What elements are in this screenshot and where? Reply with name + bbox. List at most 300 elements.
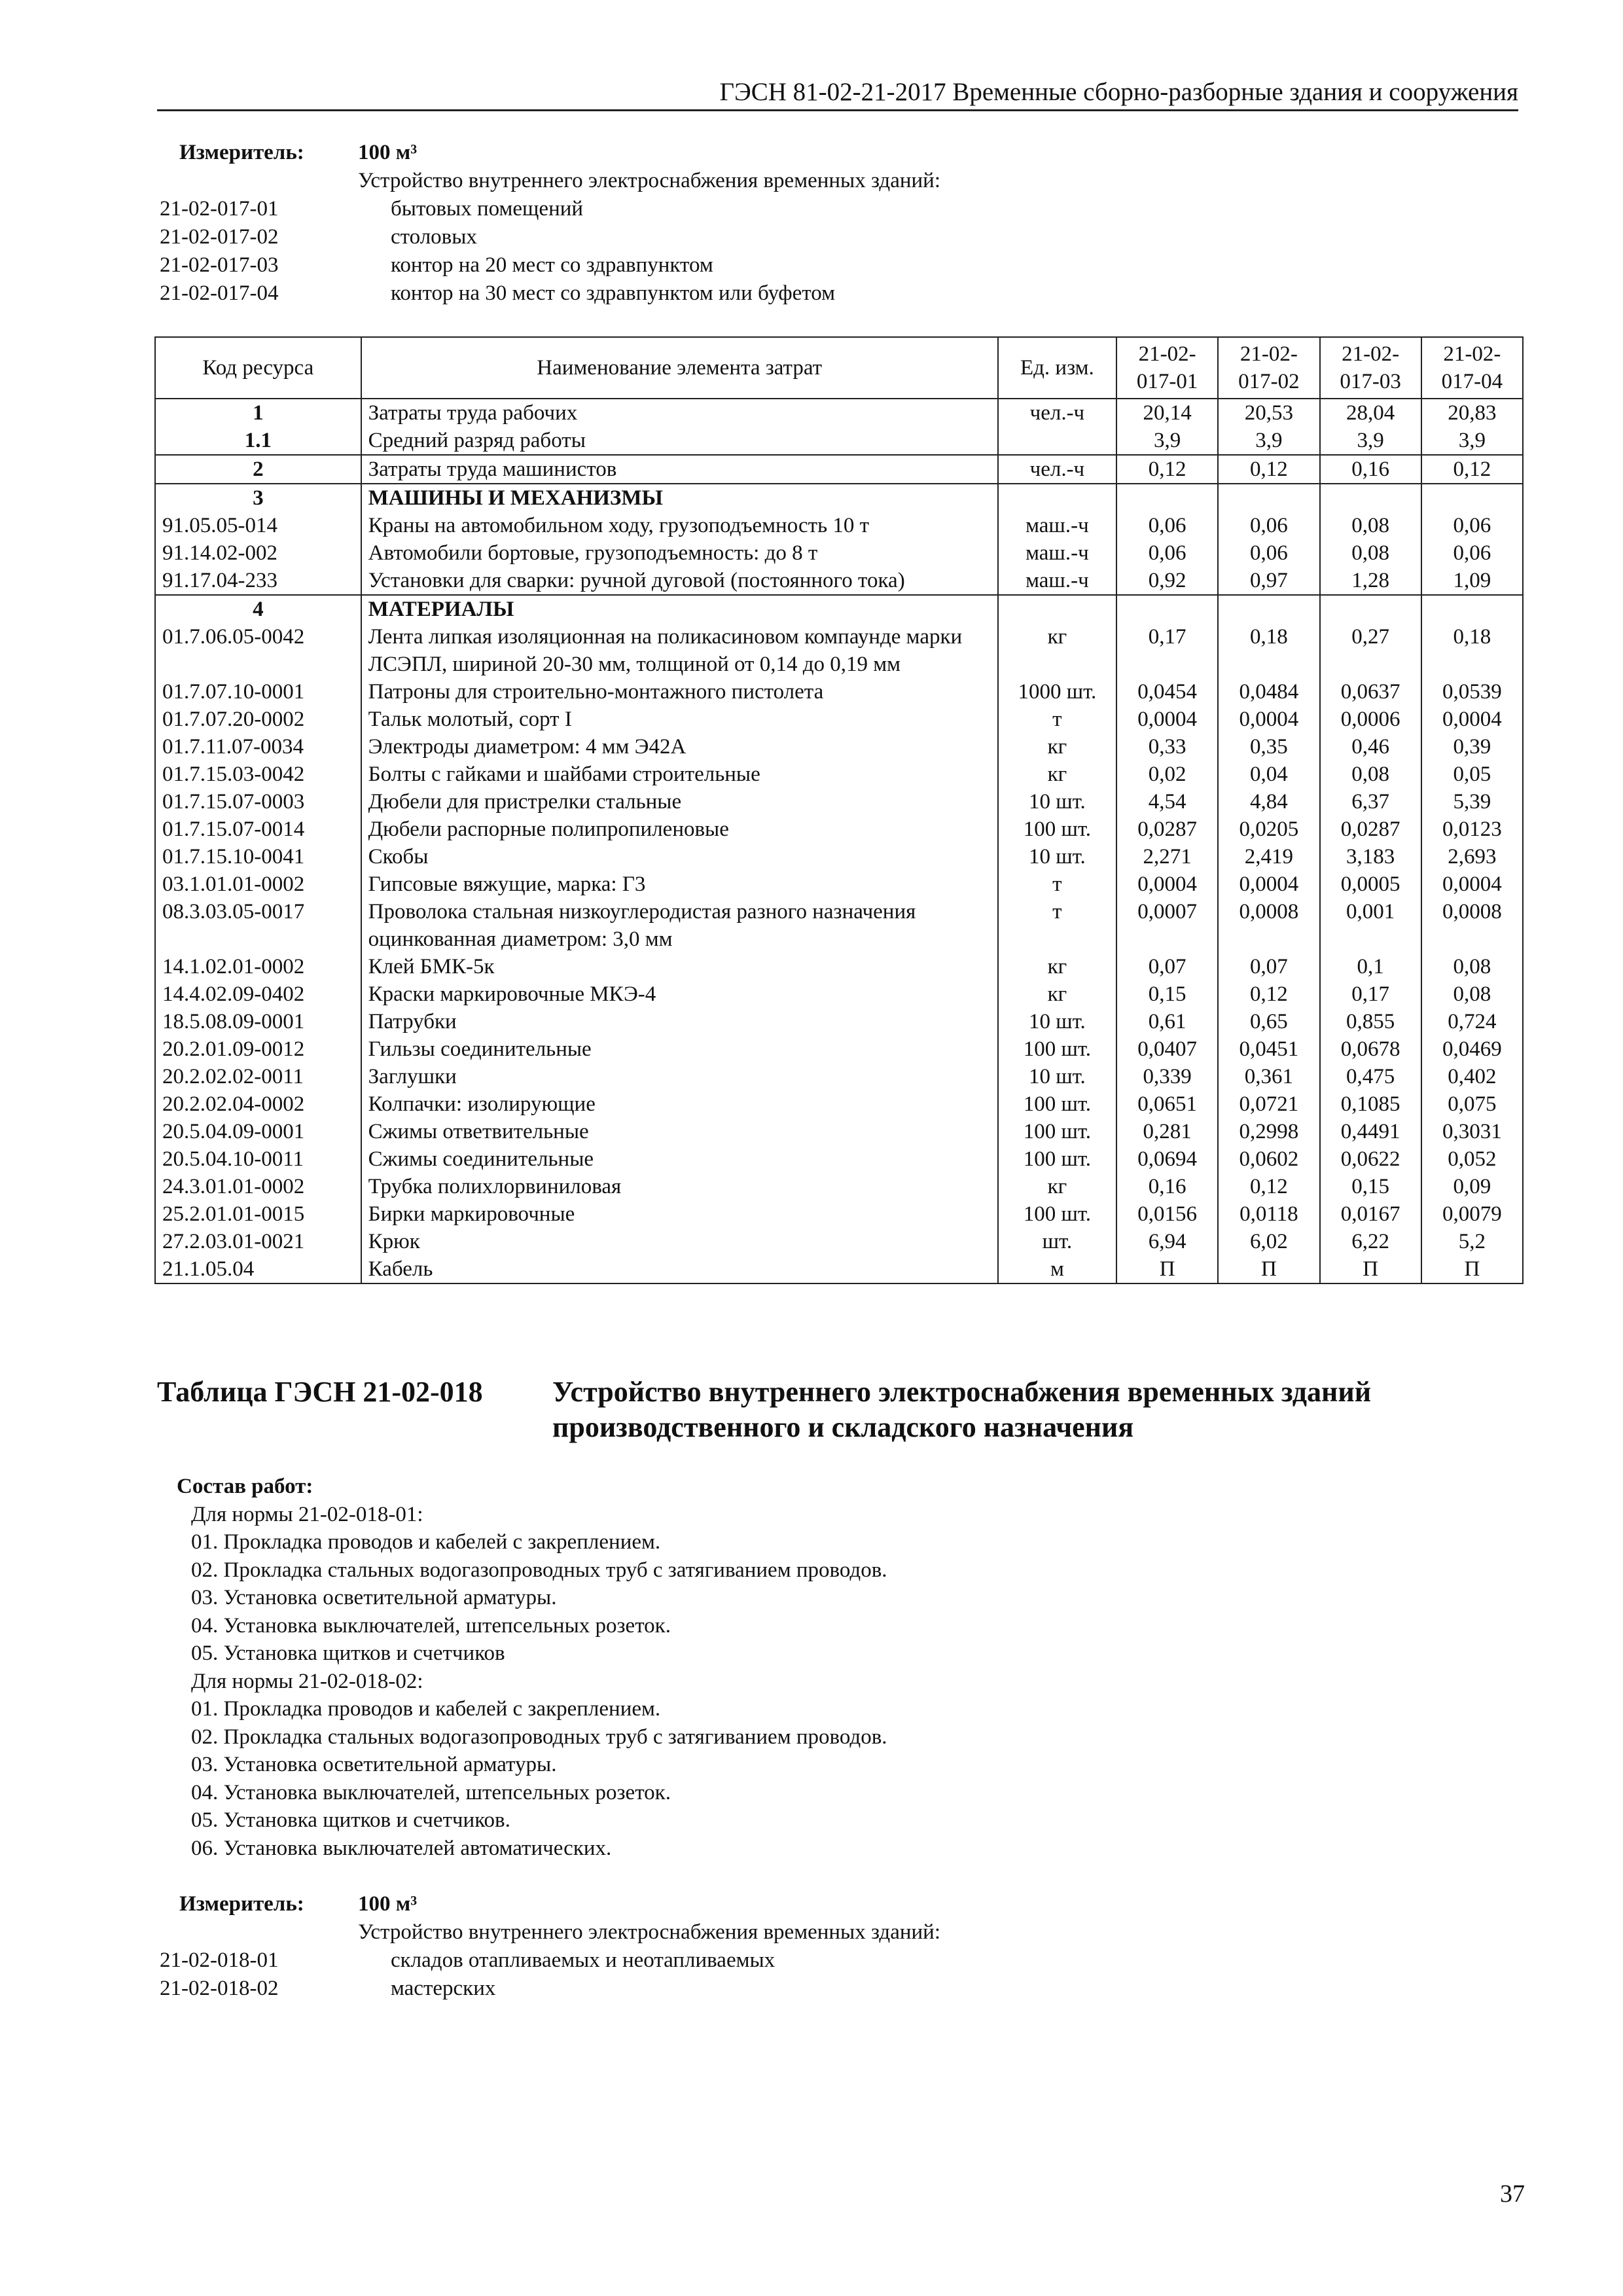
norm-value: 0,0005 <box>1320 870 1421 898</box>
norm-code: 21-02-017-02 <box>160 225 279 249</box>
resource-code: 14.1.02.01-0002 <box>155 953 361 980</box>
table-row <box>155 980 1523 1008</box>
norm-value: 3,9 <box>1218 427 1319 455</box>
resource-code: 91.17.04-233 <box>155 567 361 595</box>
resource-name: Скобы <box>361 843 998 870</box>
spacer <box>160 167 358 195</box>
resource-unit: 10 шт. <box>998 788 1116 816</box>
composition-step: 03. Установка осветительной арматуры. <box>191 1586 557 1609</box>
table-row <box>155 455 1523 484</box>
resource-code: 01.7.15.07-0003 <box>155 788 361 816</box>
norm-value: 0,06 <box>1218 512 1319 539</box>
composition-step: 05. Установка щитков и счетчиков. <box>191 1808 510 1832</box>
resource-name: Краны на автомобильном ходу, грузоподъемность 10 т <box>361 512 998 539</box>
norm-value: 0,17 <box>1116 623 1218 678</box>
resource-unit: кг <box>998 761 1116 788</box>
table-2-title <box>552 1374 1371 1445</box>
resource-name: Патрубки <box>361 1008 998 1035</box>
spacer <box>160 1918 358 1946</box>
resource-name: Электроды диаметром: 4 мм Э42А <box>361 733 998 761</box>
table-row <box>155 595 1523 623</box>
table-row <box>155 761 1523 788</box>
norm-value: 0,09 <box>1421 1173 1523 1200</box>
table-row <box>155 953 1523 980</box>
norm-value: 2,419 <box>1218 843 1319 870</box>
norm-value: 0,16 <box>1320 455 1421 484</box>
resource-code: 21.1.05.04 <box>155 1255 361 1283</box>
resource-name: Сжимы ответвительные <box>361 1118 998 1145</box>
resource-unit: 100 шт. <box>998 1090 1116 1118</box>
norm-value <box>1421 595 1523 623</box>
table-row <box>155 706 1523 733</box>
norm-value: 0,0006 <box>1320 706 1421 733</box>
resource-unit: кг <box>998 1173 1116 1200</box>
resource-code: 27.2.03.01-0021 <box>155 1228 361 1255</box>
resource-name: Крюк <box>361 1228 998 1255</box>
norm-value: 0,0287 <box>1320 816 1421 843</box>
norm-value: 0,46 <box>1320 733 1421 761</box>
norm-value: 0,0004 <box>1218 706 1319 733</box>
norm-code: 21-02-017-03 <box>160 253 279 277</box>
table-row <box>155 843 1523 870</box>
page-number: 37 <box>1500 2180 1525 2208</box>
norm-value: 2,271 <box>1116 843 1218 870</box>
composition-step: 04. Установка выключателей, штепсельных розеток. <box>191 1780 671 1804</box>
norm-value: 0,08 <box>1320 512 1421 539</box>
table-row <box>155 1008 1523 1035</box>
norm-name: контор на 20 мест со здравпунктом <box>391 253 713 277</box>
norm-name: бытовых помещений <box>391 197 584 221</box>
norm-value: 0,0004 <box>1116 870 1218 898</box>
resource-unit: кг <box>998 953 1116 980</box>
resource-unit: кг <box>998 623 1116 678</box>
resource-unit: кг <box>998 733 1116 761</box>
norm-value: 0,855 <box>1320 1008 1421 1035</box>
resource-unit <box>998 427 1116 455</box>
norm-value: 3,9 <box>1320 427 1421 455</box>
norm-code: 21-02-018-02 <box>160 1977 279 2000</box>
norm-value: 0,06 <box>1116 539 1218 567</box>
norm-value: 0,0602 <box>1218 1145 1319 1173</box>
norm-code: 21-02-017-04 <box>160 281 279 305</box>
norm-value: 0,12 <box>1218 455 1319 484</box>
norm-value: 0,3031 <box>1421 1118 1523 1145</box>
table-row <box>155 1063 1523 1090</box>
resource-code: 20.2.02.02-0011 <box>155 1063 361 1090</box>
measure-row <box>160 139 940 167</box>
norm-value: П <box>1218 1255 1319 1283</box>
norm-value: 0,0287 <box>1116 816 1218 843</box>
norm-value: 0,075 <box>1421 1090 1523 1118</box>
table-row <box>155 788 1523 816</box>
norm-value: 5,2 <box>1421 1228 1523 1255</box>
col-header-norm-4: 21-02-017-04 <box>1421 337 1523 399</box>
norm-value: 0,0469 <box>1421 1035 1523 1063</box>
resource-code: 08.3.03.05-0017 <box>155 898 361 953</box>
table-row <box>155 898 1523 953</box>
resource-unit: 100 шт. <box>998 1145 1116 1173</box>
table-row <box>155 816 1523 843</box>
norm-value <box>1116 595 1218 623</box>
norm-value: 0,281 <box>1116 1118 1218 1145</box>
norm-value: 0,0407 <box>1116 1035 1218 1063</box>
composition-step: 02. Прокладка стальных водогазопроводных труб с затягиванием проводов. <box>191 1725 887 1749</box>
resource-code: 18.5.08.09-0001 <box>155 1008 361 1035</box>
measure-label: Измеритель: <box>179 1892 304 1916</box>
resource-code: 03.1.01.01-0002 <box>155 870 361 898</box>
norm-value: 0,0454 <box>1116 678 1218 706</box>
resource-name: Дюбели распорные полипропиленовые <box>361 816 998 843</box>
table-row <box>155 678 1523 706</box>
resource-unit: кг <box>998 980 1116 1008</box>
resource-name: Бирки маркировочные <box>361 1200 998 1228</box>
resource-code: 14.4.02.09-0402 <box>155 980 361 1008</box>
resource-name: Трубка полихлорвиниловая <box>361 1173 998 1200</box>
norm-value: 0,39 <box>1421 733 1523 761</box>
norm-value: 0,04 <box>1218 761 1319 788</box>
resource-name: Тальк молотый, сорт I <box>361 706 998 733</box>
norm-value: 1,28 <box>1320 567 1421 595</box>
composition-step: 01. Прокладка проводов и кабелей с закреплением. <box>191 1530 661 1554</box>
resource-code: 01.7.07.10-0001 <box>155 678 361 706</box>
resource-unit: м <box>998 1255 1116 1283</box>
norm-value: 0,61 <box>1116 1008 1218 1035</box>
table-row <box>155 1035 1523 1063</box>
measure-unit: 100 м³ <box>358 141 418 164</box>
norm-value: 0,001 <box>1320 898 1421 953</box>
resource-code: 1.1 <box>155 427 361 455</box>
composition-step: 06. Установка выключателей автоматических. <box>191 1836 612 1860</box>
resource-name: Автомобили бортовые, грузоподъемность: до 8 т <box>361 539 998 567</box>
norm-value: 0,339 <box>1116 1063 1218 1090</box>
table-2-number: Таблица ГЭСН 21-02-018 <box>157 1376 483 1408</box>
resource-code: 01.7.15.10-0041 <box>155 843 361 870</box>
resource-code: 25.2.01.01-0015 <box>155 1200 361 1228</box>
resource-unit: 1000 шт. <box>998 678 1116 706</box>
norm-value: 0,724 <box>1421 1008 1523 1035</box>
norm-value: 0,475 <box>1320 1063 1421 1090</box>
norm-value: 0,0004 <box>1116 706 1218 733</box>
measure-block-017 <box>160 139 940 308</box>
resource-name: Заглушки <box>361 1063 998 1090</box>
norm-code: 21-02-018-01 <box>160 1948 279 1972</box>
resource-code: 01.7.15.07-0014 <box>155 816 361 843</box>
norm-value: 0,97 <box>1218 567 1319 595</box>
norm-value: 0,0008 <box>1218 898 1319 953</box>
col-header-unit: Ед. изм. <box>998 337 1116 399</box>
table-2-title-line-2: производственного и складского назначения <box>552 1411 1134 1443</box>
norm-value: 0,0539 <box>1421 678 1523 706</box>
table-row <box>155 567 1523 595</box>
norm-value: 0,12 <box>1218 1173 1319 1200</box>
norm-value <box>1421 484 1523 512</box>
norm-value: 4,54 <box>1116 788 1218 816</box>
measure-desc-row <box>160 167 940 195</box>
norm-value: 0,0694 <box>1116 1145 1218 1173</box>
composition-group-title: Для нормы 21-02-018-02: <box>191 1669 423 1693</box>
norm-item <box>160 195 940 223</box>
col-header-name: Наименование элемента затрат <box>361 337 998 399</box>
table-row <box>155 1200 1523 1228</box>
norm-value: 0,33 <box>1116 733 1218 761</box>
resource-unit: 10 шт. <box>998 1063 1116 1090</box>
norm-value: 6,94 <box>1116 1228 1218 1255</box>
resource-name: Затраты труда рабочих <box>361 399 998 427</box>
resource-unit: т <box>998 898 1116 953</box>
table-row <box>155 1090 1523 1118</box>
composition-step: 03. Установка осветительной арматуры. <box>191 1753 557 1776</box>
norm-value: 0,0167 <box>1320 1200 1421 1228</box>
norm-value: 0,05 <box>1421 761 1523 788</box>
norm-value: 4,84 <box>1218 788 1319 816</box>
resource-code: 1 <box>155 399 361 427</box>
norm-value: 0,0007 <box>1116 898 1218 953</box>
norm-value: 20,83 <box>1421 399 1523 427</box>
norm-value: 0,12 <box>1116 455 1218 484</box>
norm-value: 3,183 <box>1320 843 1421 870</box>
table-row <box>155 1228 1523 1255</box>
resource-unit: шт. <box>998 1228 1116 1255</box>
norm-value: 0,0484 <box>1218 678 1319 706</box>
composition-heading: Состав работ: <box>177 1475 313 1498</box>
resource-unit <box>998 484 1116 512</box>
resource-unit: чел.-ч <box>998 455 1116 484</box>
norm-value: 0,0008 <box>1421 898 1523 953</box>
table-2-title-line-1: Устройство внутреннего электроснабжения временных зданий <box>552 1376 1372 1408</box>
resource-unit: 100 шт. <box>998 1035 1116 1063</box>
resource-unit: чел.-ч <box>998 399 1116 427</box>
table-row <box>155 539 1523 567</box>
table-row <box>155 484 1523 512</box>
norm-value <box>1218 595 1319 623</box>
resource-unit <box>998 595 1116 623</box>
norm-item <box>160 223 940 251</box>
resource-unit: маш.-ч <box>998 539 1116 567</box>
norm-value: 0,0651 <box>1116 1090 1218 1118</box>
norm-value <box>1218 484 1319 512</box>
table-row <box>155 1173 1523 1200</box>
norm-value: 0,0004 <box>1421 870 1523 898</box>
norm-value: 0,15 <box>1116 980 1218 1008</box>
norm-value: 0,18 <box>1421 623 1523 678</box>
norm-value: 0,0156 <box>1116 1200 1218 1228</box>
norm-value: 0,1085 <box>1320 1090 1421 1118</box>
measure-block-018 <box>160 1890 940 2003</box>
resource-name: Затраты труда машинистов <box>361 455 998 484</box>
col-header-norm-2: 21-02-017-02 <box>1218 337 1319 399</box>
norm-value: 0,08 <box>1320 761 1421 788</box>
norm-value: 0,052 <box>1421 1145 1523 1173</box>
resource-code: 01.7.11.07-0034 <box>155 733 361 761</box>
table-row <box>155 1118 1523 1145</box>
norm-name: контор на 30 мест со здравпунктом или буфетом <box>391 281 836 305</box>
measure-desc-row <box>160 1918 940 1946</box>
work-composition <box>177 1473 887 1862</box>
norm-item <box>160 251 940 279</box>
norm-value: 0,0079 <box>1421 1200 1523 1228</box>
norm-value: 0,92 <box>1116 567 1218 595</box>
composition-step: 01. Прокладка проводов и кабелей с закреплением. <box>191 1697 661 1721</box>
resource-code: 20.2.01.09-0012 <box>155 1035 361 1063</box>
norm-value: 0,4491 <box>1320 1118 1421 1145</box>
resource-name: МАШИНЫ И МЕХАНИЗМЫ <box>361 484 998 512</box>
norm-value: 0,08 <box>1421 953 1523 980</box>
norm-item <box>160 1975 940 2003</box>
resource-unit: маш.-ч <box>998 512 1116 539</box>
norm-item <box>160 279 940 308</box>
norm-value: 20,53 <box>1218 399 1319 427</box>
resource-name: Краски маркировочные МКЭ-4 <box>361 980 998 1008</box>
norm-value <box>1116 484 1218 512</box>
resource-name: Лента липкая изоляционная на поликасиновом компаунде марки ЛСЭПЛ, шириной 20-30 мм, толщиной от 0,14 до 0,19 мм <box>361 623 998 678</box>
resource-code: 20.2.02.04-0002 <box>155 1090 361 1118</box>
resource-unit: 10 шт. <box>998 843 1116 870</box>
norm-value: П <box>1116 1255 1218 1283</box>
resource-name: Сжимы соединительные <box>361 1145 998 1173</box>
norm-value: 0,12 <box>1421 455 1523 484</box>
norm-value <box>1320 595 1421 623</box>
resource-name: Кабель <box>361 1255 998 1283</box>
norm-value: 0,65 <box>1218 1008 1319 1035</box>
resource-name: Дюбели для пристрелки стальные <box>361 788 998 816</box>
resource-code: 01.7.15.03-0042 <box>155 761 361 788</box>
norm-value: 0,0678 <box>1320 1035 1421 1063</box>
norm-value: 0,0622 <box>1320 1145 1421 1173</box>
composition-step: 02. Прокладка стальных водогазопроводных труб с затягиванием проводов. <box>191 1558 887 1582</box>
resource-unit: 100 шт. <box>998 1118 1116 1145</box>
resource-unit: 10 шт. <box>998 1008 1116 1035</box>
norm-name: складов отапливаемых и неотапливаемых <box>391 1948 776 1972</box>
norm-value: 0,27 <box>1320 623 1421 678</box>
measure-row <box>160 1890 940 1918</box>
resource-name: Проволока стальная низкоуглеродистая разного назначения оцинкованная диаметром: 3,0 мм <box>361 898 998 953</box>
table-row <box>155 512 1523 539</box>
resource-unit: т <box>998 870 1116 898</box>
norm-value: 0,15 <box>1320 1173 1421 1200</box>
norm-value: 0,06 <box>1421 539 1523 567</box>
norm-name: столовых <box>391 225 477 249</box>
running-header: ГЭСН 81-02-21-2017 Временные сборно-разборные здания и сооружения <box>157 77 1518 111</box>
composition-group-title: Для нормы 21-02-018-01: <box>191 1502 423 1526</box>
norm-value: 6,37 <box>1320 788 1421 816</box>
norm-value: 2,693 <box>1421 843 1523 870</box>
resource-code: 20.5.04.10-0011 <box>155 1145 361 1173</box>
norm-value: 0,361 <box>1218 1063 1319 1090</box>
table-row <box>155 1145 1523 1173</box>
resource-table <box>154 336 1524 1284</box>
resource-name: Патроны для строительно-монтажного пистолета <box>361 678 998 706</box>
norm-value: 0,06 <box>1421 512 1523 539</box>
norm-value: 0,08 <box>1421 980 1523 1008</box>
table-header-row <box>155 337 1523 399</box>
resource-code: 3 <box>155 484 361 512</box>
resource-unit: маш.-ч <box>998 567 1116 595</box>
measure-unit: 100 м³ <box>358 1892 418 1916</box>
norm-value: 3,9 <box>1116 427 1218 455</box>
norm-value: 0,16 <box>1116 1173 1218 1200</box>
resource-name: Колпачки: изолирующие <box>361 1090 998 1118</box>
table-row <box>155 870 1523 898</box>
resource-name: МАТЕРИАЛЫ <box>361 595 998 623</box>
composition-step: 05. Установка щитков и счетчиков <box>191 1641 505 1665</box>
resource-name: Клей БМК-5к <box>361 953 998 980</box>
norm-value: 0,17 <box>1320 980 1421 1008</box>
resource-unit: т <box>998 706 1116 733</box>
norm-value: 20,14 <box>1116 399 1218 427</box>
resource-name: Средний разряд работы <box>361 427 998 455</box>
table-row <box>155 427 1523 455</box>
col-header-code: Код ресурса <box>155 337 361 399</box>
resource-name: Гипсовые вяжущие, марка: Г3 <box>361 870 998 898</box>
resource-code: 91.14.02-002 <box>155 539 361 567</box>
resource-name: Установки для сварки: ручной дуговой (постоянного тока) <box>361 567 998 595</box>
norm-value: 28,04 <box>1320 399 1421 427</box>
norm-value: 0,08 <box>1320 539 1421 567</box>
measure-label: Измеритель: <box>179 141 304 164</box>
norm-value: 0,1 <box>1320 953 1421 980</box>
norm-value: 5,39 <box>1421 788 1523 816</box>
table-row <box>155 623 1523 678</box>
norm-code: 21-02-017-01 <box>160 197 279 221</box>
norm-name: мастерских <box>391 1977 496 2000</box>
norm-value: 6,22 <box>1320 1228 1421 1255</box>
table-2-heading <box>157 1374 1371 1445</box>
norm-value: 0,06 <box>1218 539 1319 567</box>
norm-value: 0,0004 <box>1218 870 1319 898</box>
norm-value: 0,0205 <box>1218 816 1319 843</box>
resource-code: 01.7.07.20-0002 <box>155 706 361 733</box>
resource-name: Гильзы соединительные <box>361 1035 998 1063</box>
norm-value <box>1320 484 1421 512</box>
norm-value: 0,18 <box>1218 623 1319 678</box>
resource-name: Болты с гайками и шайбами строительные <box>361 761 998 788</box>
norm-value: 0,402 <box>1421 1063 1523 1090</box>
measure-description: Устройство внутреннего электроснабжения временных зданий: <box>358 169 940 192</box>
norm-value: 0,2998 <box>1218 1118 1319 1145</box>
table-row <box>155 733 1523 761</box>
norm-value: 0,07 <box>1218 953 1319 980</box>
norm-value: 1,09 <box>1421 567 1523 595</box>
norm-value: 0,06 <box>1116 512 1218 539</box>
norm-value: 0,0451 <box>1218 1035 1319 1063</box>
norm-value: П <box>1421 1255 1523 1283</box>
norm-value: 0,12 <box>1218 980 1319 1008</box>
norm-value: 0,0637 <box>1320 678 1421 706</box>
norm-value: 0,0004 <box>1421 706 1523 733</box>
measure-description: Устройство внутреннего электроснабжения временных зданий: <box>358 1920 940 1944</box>
table-row <box>155 1255 1523 1283</box>
table-row <box>155 399 1523 427</box>
resource-unit: 100 шт. <box>998 816 1116 843</box>
norm-value: 0,0721 <box>1218 1090 1319 1118</box>
resource-code: 20.5.04.09-0001 <box>155 1118 361 1145</box>
composition-step: 04. Установка выключателей, штепсельных розеток. <box>191 1613 671 1638</box>
col-header-norm-3: 21-02-017-03 <box>1320 337 1421 399</box>
resource-code: 91.05.05-014 <box>155 512 361 539</box>
resource-code: 2 <box>155 455 361 484</box>
resource-unit: 100 шт. <box>998 1200 1116 1228</box>
resource-code: 24.3.01.01-0002 <box>155 1173 361 1200</box>
norm-value: 0,35 <box>1218 733 1319 761</box>
norm-item <box>160 1946 940 1975</box>
col-header-norm-1: 21-02-017-01 <box>1116 337 1218 399</box>
norm-value: 3,9 <box>1421 427 1523 455</box>
resource-code: 01.7.06.05-0042 <box>155 623 361 678</box>
resource-code: 4 <box>155 595 361 623</box>
norm-value: 0,02 <box>1116 761 1218 788</box>
norm-value: 0,07 <box>1116 953 1218 980</box>
norm-value: 0,0118 <box>1218 1200 1319 1228</box>
